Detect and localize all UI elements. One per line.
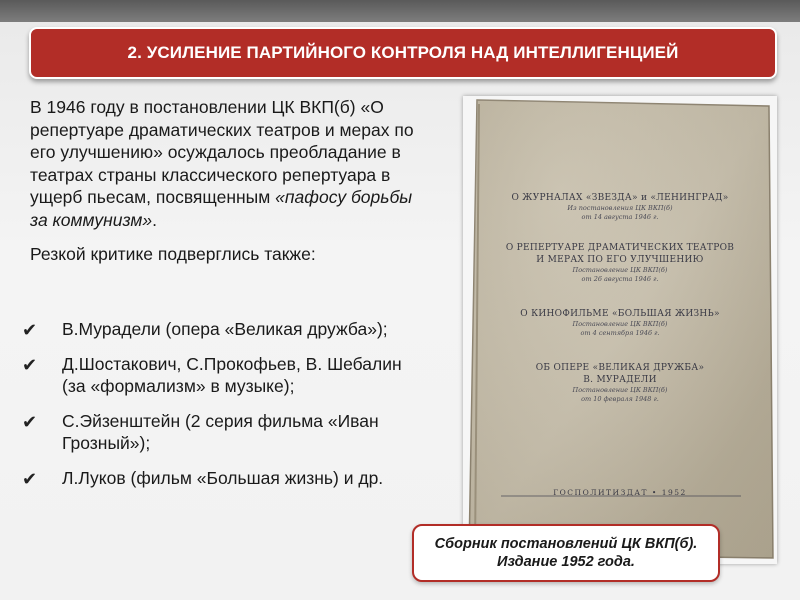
check-mark-icon: ✔ (22, 320, 38, 340)
check-mark-icon: ✔ (22, 411, 38, 432)
document-date: от 26 августа 1946 г. (581, 275, 659, 283)
document-subtitle: Из постановления ЦК ВКП(б) (567, 204, 673, 212)
list-item (22, 318, 402, 341)
intro-emphasis-text: «пафосу борьбы за коммунизм» (30, 187, 413, 230)
document-section (463, 242, 777, 284)
document-subtitle: Постановление ЦК ВКП(б) (572, 386, 668, 394)
document-publisher: ГОСПОЛИТИЗДАТ • 1952 (553, 488, 687, 497)
slide-title-bar (29, 27, 777, 79)
list-item (22, 467, 402, 490)
document-heading: ОБ ОПЕРЕ «ВЕЛИКАЯ ДРУЖБА» (535, 363, 705, 373)
document-heading-line2: И МЕРАХ ПО ЕГО УЛУЧШЕНИЮ (536, 255, 704, 265)
list-item-text: С.Эйзенштейн (2 серия фильма «Иван Грозный»); (62, 410, 379, 453)
caption-line-2: Издание 1952 года. (497, 554, 635, 570)
slide-title: 2. УСИЛЕНИЕ ПАРТИЙНОГО КОНТРОЛЯ НАД ИНТЕЛЛИГЕНЦИЕЙ (127, 43, 679, 62)
intro-main-text: В 1946 году в постановлении ЦК ВКП(б) «О репертуаре драматических театров и мерах по его улучшению» осуждалось преобладание в театрах страны классического репертуара в ущерб пьесам, посвященным (30, 97, 414, 207)
document-heading: О ЖУРНАЛАХ «ЗВЕЗДА» и «ЛЕНИНГРАД» (511, 193, 729, 203)
document-date: от 14 августа 1946 г. (581, 213, 659, 221)
intro-text-block (30, 96, 420, 278)
check-mark-icon: ✔ (22, 468, 38, 489)
document-subtitle: Постановление ЦК ВКП(б) (572, 266, 668, 274)
image-caption (412, 524, 720, 582)
document-heading-line2: В. МУРАДЕЛИ (583, 375, 657, 385)
document-subtitle: Постановление ЦК ВКП(б) (572, 320, 668, 328)
intro-paragraph (30, 96, 420, 231)
check-mark-icon: ✔ (22, 354, 38, 375)
document-section (463, 362, 777, 404)
caption-line-1: Сборник постановлений ЦК ВКП(б). (434, 536, 698, 552)
criticized-list (22, 318, 402, 501)
list-item-text: В.Мурадели (опера «Великая дружба»); (62, 319, 388, 339)
list-item-text: Д.Шостакович, С.Прокофьев, В. Шебалин (за «формализм» в музыке); (62, 353, 402, 396)
document-date: от 10 февраля 1948 г. (581, 395, 659, 403)
intro-end-text: . (152, 209, 157, 230)
document-heading: О КИНОФИЛЬМЕ «БОЛЬШАЯ ЖИЗНЬ» (520, 309, 720, 319)
document-heading: О РЕПЕРТУАРЕ ДРАМАТИЧЕСКИХ ТЕАТРОВ (505, 243, 735, 253)
list-item-text: Л.Луков (фильм «Большая жизнь) и др. (62, 467, 384, 488)
document-date: от 4 сентября 1946 г. (580, 329, 660, 337)
document-section (463, 192, 777, 222)
list-item (22, 410, 402, 455)
list-item (22, 353, 402, 398)
top-band (0, 0, 800, 22)
document-cover-photo (463, 96, 777, 564)
criticism-lead: Резкой критике подверглись также: (30, 244, 316, 264)
document-section (463, 308, 777, 338)
